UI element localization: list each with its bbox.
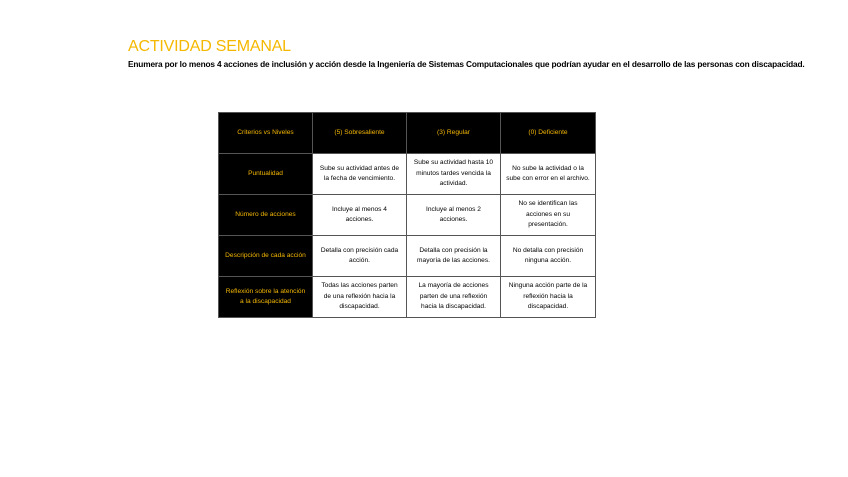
table-cell: No detalla con precisión ninguna acción.: [501, 236, 596, 277]
table-row: [219, 154, 596, 195]
table-cell: Ninguna acción parte de la reflexión hacia la discapacidad.: [501, 277, 596, 318]
rubric-table: [218, 112, 596, 318]
table-cell: Incluye al menos 4 acciones.: [313, 195, 407, 236]
table-cell: Todas las acciones parten de una reflexión hacia la discapacidad.: [313, 277, 407, 318]
criterion-action-description: Descripción de cada acción: [219, 236, 313, 277]
page-title: ACTIVIDAD SEMANAL: [128, 38, 291, 55]
criterion-number-of-actions: Número de acciones: [219, 195, 313, 236]
rubric-header-row: [219, 113, 596, 154]
table-cell: Detalla con precisión cada acción.: [313, 236, 407, 277]
criterion-punctuality: Puntualidad: [219, 154, 313, 195]
criterion-reflection: Reflexión sobre la atención a la discapacidad: [219, 277, 313, 318]
table-cell: Incluye al menos 2 acciones.: [407, 195, 501, 236]
header-level-excellent: (5) Sobresaliente: [313, 113, 407, 154]
page-instructions: Enumera por lo menos 4 acciones de inclusión y acción desde la Ingeniería de Sistemas Computacionales que podrían ayudar en el desarrollo de las personas con discapacidad.: [128, 59, 805, 69]
table-cell: La mayoría de acciones parten de una reflexión hacia la discapacidad.: [407, 277, 501, 318]
header-criteria-vs-levels: Criterios vs Niveles: [219, 113, 313, 154]
table-cell: Sube su actividad antes de la fecha de vencimiento.: [313, 154, 407, 195]
table-row: [219, 236, 596, 277]
table-row: [219, 277, 596, 318]
table-cell: No se identifican las acciones en su presentación.: [501, 195, 596, 236]
table-row: [219, 195, 596, 236]
table-cell: No sube la actividad o la sube con error en el archivo.: [501, 154, 596, 195]
table-cell: Sube su actividad hasta 10 minutos tardes vencida la actividad.: [407, 154, 501, 195]
table-cell: Detalla con precisión la mayoría de las acciones.: [407, 236, 501, 277]
header-level-deficient: (0) Deficiente: [501, 113, 596, 154]
header-level-regular: (3) Regular: [407, 113, 501, 154]
